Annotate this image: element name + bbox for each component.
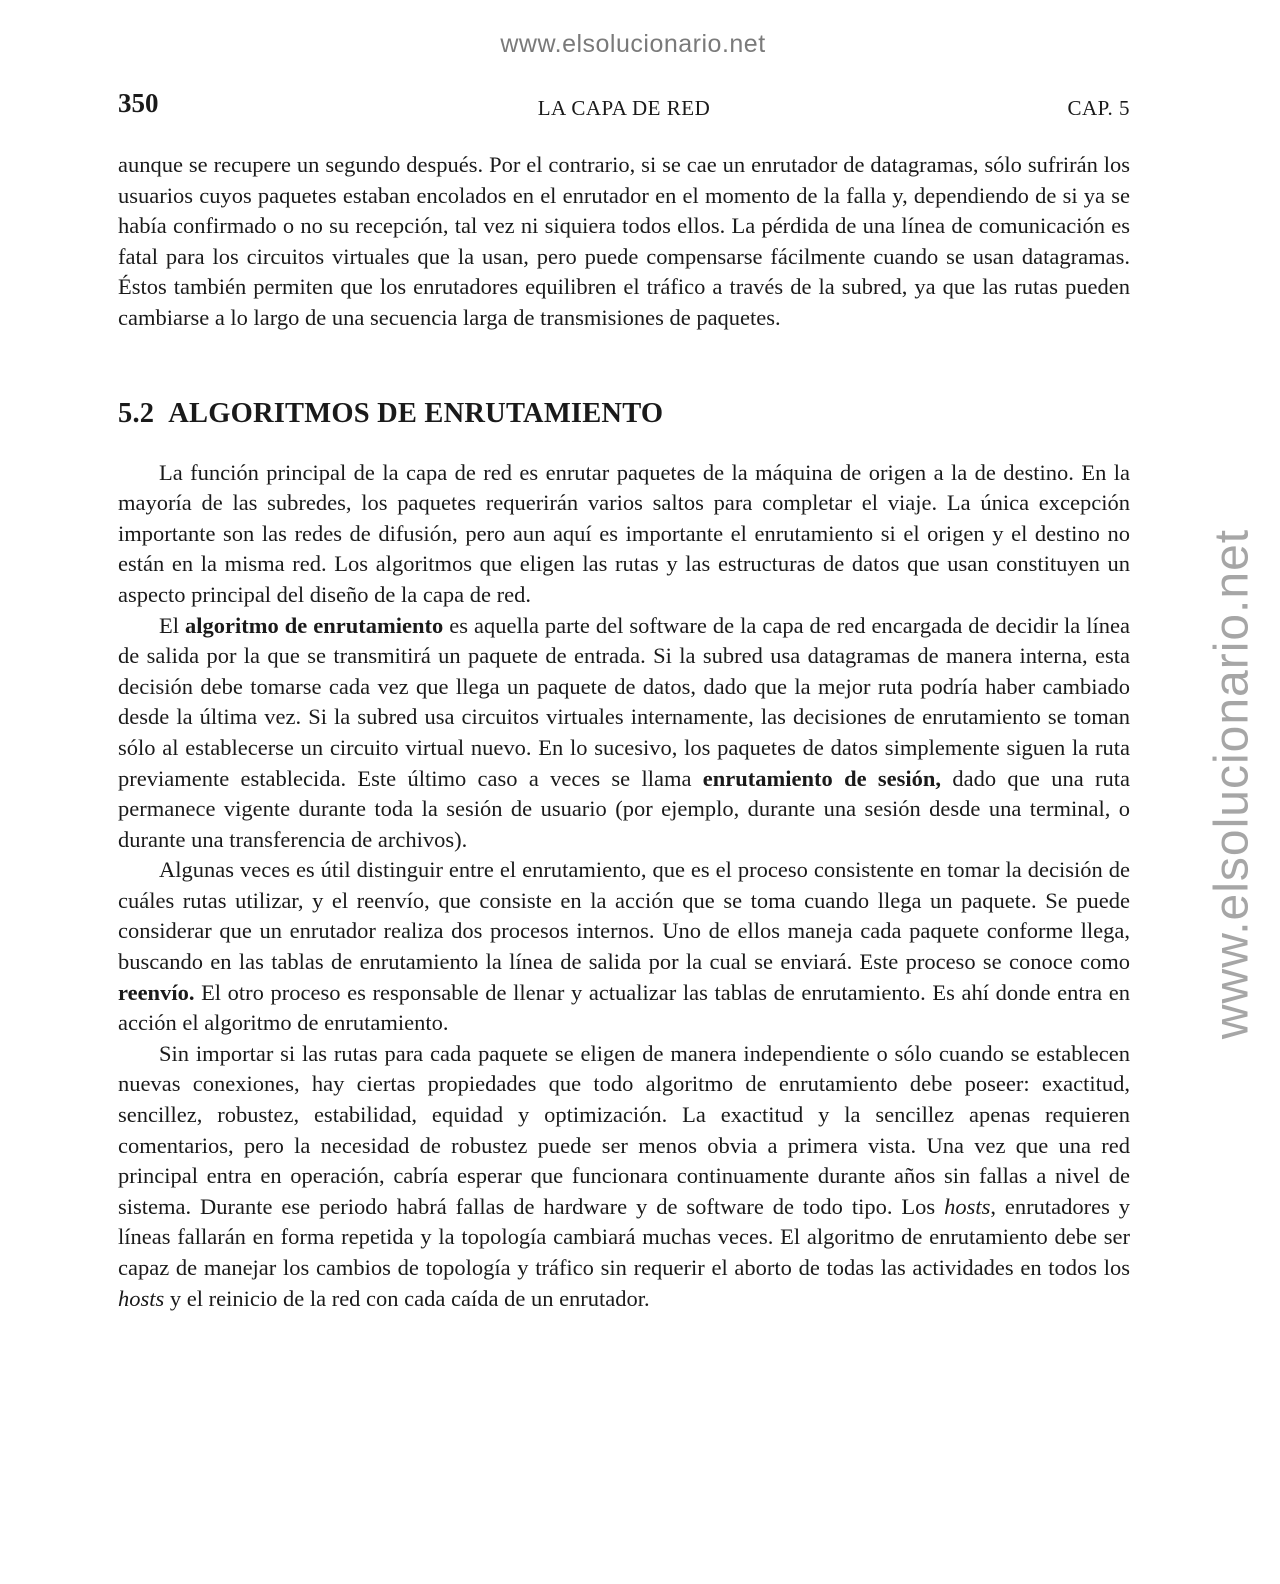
paragraph-3-text: El otro proceso es responsable de llenar y actualizar las tablas de enrutamiento. Es ahí donde entra en acción el algoritmo de enrutamiento. [118, 979, 1130, 1036]
term-session-routing: enrutamiento de sesión, [702, 765, 942, 791]
paragraph-2-text: es aquella parte del software de la capa de red encargada de decidir la línea de salida por la que se transmitirá un paquete de entrada. Si la subred usa datagramas de manera interna, esta decisión debe tomarse cada vez que llega un paquete de datos, dado que la mejor ruta podría haber cambiado desde la última vez. Si la subred usa circuitos virtuales internamente, las decisiones de enrutamiento se toman sólo al establecerse un circuito virtual nuevo. En lo sucesivo, los paquetes de datos simplemente siguen la ruta previamente establecida. Este último caso a veces se llama [118, 612, 1130, 791]
watermark-side: www.elsolucionario.net [1205, 528, 1259, 1040]
paragraph-4-text: Sin importar si las rutas para cada paquete se eligen de manera independiente o sólo cuando se establecen nuevas conexiones, hay ciertas propiedades que todo algoritmo de enrutamiento debe poseer: exactitud, sencillez, robustez, estabilidad, equidad y optimización. La exactitud y la sencillez apenas requieren comentarios, pero la necesidad de robustez puede ser menos obvia a primera vista. Una vez que una red principal entra en operación, cabría esperar que funcionara continuamente durante años sin fallas a nivel de sistema. Durante ese periodo habrá fallas de hardware y de software de todo tipo. Los [118, 1040, 1130, 1219]
paragraph-4-text: y el reinicio de la red con cada caída de un enrutador. [164, 1285, 650, 1311]
running-header [118, 88, 1130, 128]
page-number: 350 [118, 88, 159, 118]
paragraph-2 [118, 611, 1130, 856]
paragraph-4 [118, 1039, 1130, 1314]
paragraph-3 [118, 855, 1130, 1039]
watermark-top: www.elsolucionario.net [500, 30, 766, 58]
paragraph-2-text: dado que una ruta permanece vigente durante toda la sesión de usuario (por ejemplo, durante una sesión desde una terminal, o durante una transferencia de archivos). [118, 765, 1130, 852]
section-title: ALGORITMOS DE ENRUTAMIENTO [168, 397, 664, 429]
section-heading [118, 396, 1130, 432]
paragraph-4-text: , enrutadores y líneas fallarán en forma repetida y la topología cambiará muchas veces. El algoritmo de enrutamiento debe ser capaz de manejar los cambios de topología y tráfico sin requerir el aborto de todas las actividades en todos los [118, 1193, 1130, 1280]
term-forwarding: reenvío. [118, 979, 195, 1005]
chapter-title: LA CAPA DE RED [537, 96, 711, 120]
section-number: 5.2 [118, 397, 155, 429]
chapter-label: CAP. 5 [1067, 96, 1130, 120]
term-hosts: hosts [118, 1285, 165, 1311]
term-routing-algorithm: algoritmo de enrutamiento [185, 612, 444, 638]
paragraph-2-text: El [159, 612, 185, 638]
intro-paragraph: aunque se recupere un segundo después. Por el contrario, si se cae un enrutador de datagramas, sólo sufrirán los usuarios cuyos paquetes estaban encolados en el enrutador en el momento de la falla y, dependiendo de si ya se había confirmado o no su recepción, tal vez ni siquiera todos ellos. La pérdida de una línea de comunicación es fatal para los circuitos virtuales que la usan, pero puede compensarse fácilmente cuando se usan datagramas. Éstos también permiten que los enrutadores equilibren el tráfico a través de la subred, ya que las rutas pueden cambiarse a lo largo de una secuencia larga de transmisiones de paquetes. [118, 152, 1130, 330]
paragraph-3-text: Algunas veces es útil distinguir entre el enrutamiento, que es el proceso consistente en tomar la decisión de cuáles rutas utilizar, y el reenvío, que consiste en la acción que se toma cuando llega un paquete. Se puede considerar que un enrutador realiza dos procesos internos. Uno de ellos maneja cada paquete conforme llega, buscando en las tablas de enrutamiento la línea de salida por la cual se enviará. Este proceso se conoce como [118, 857, 1130, 975]
page-content [118, 150, 1130, 1314]
term-hosts: hosts [944, 1193, 991, 1219]
paragraph-1: La función principal de la capa de red es enrutar paquetes de la máquina de origen a la de destino. En la mayoría de las subredes, los paquetes requerirán varios saltos para completar el viaje. La única excepción importante son las redes de difusión, pero aun aquí es importante el enrutamiento si el origen y el destino no están en la misma red. Los algoritmos que eligen las rutas y las estructuras de datos que usan constituyen un aspecto principal del diseño de la capa de red. [118, 459, 1130, 607]
